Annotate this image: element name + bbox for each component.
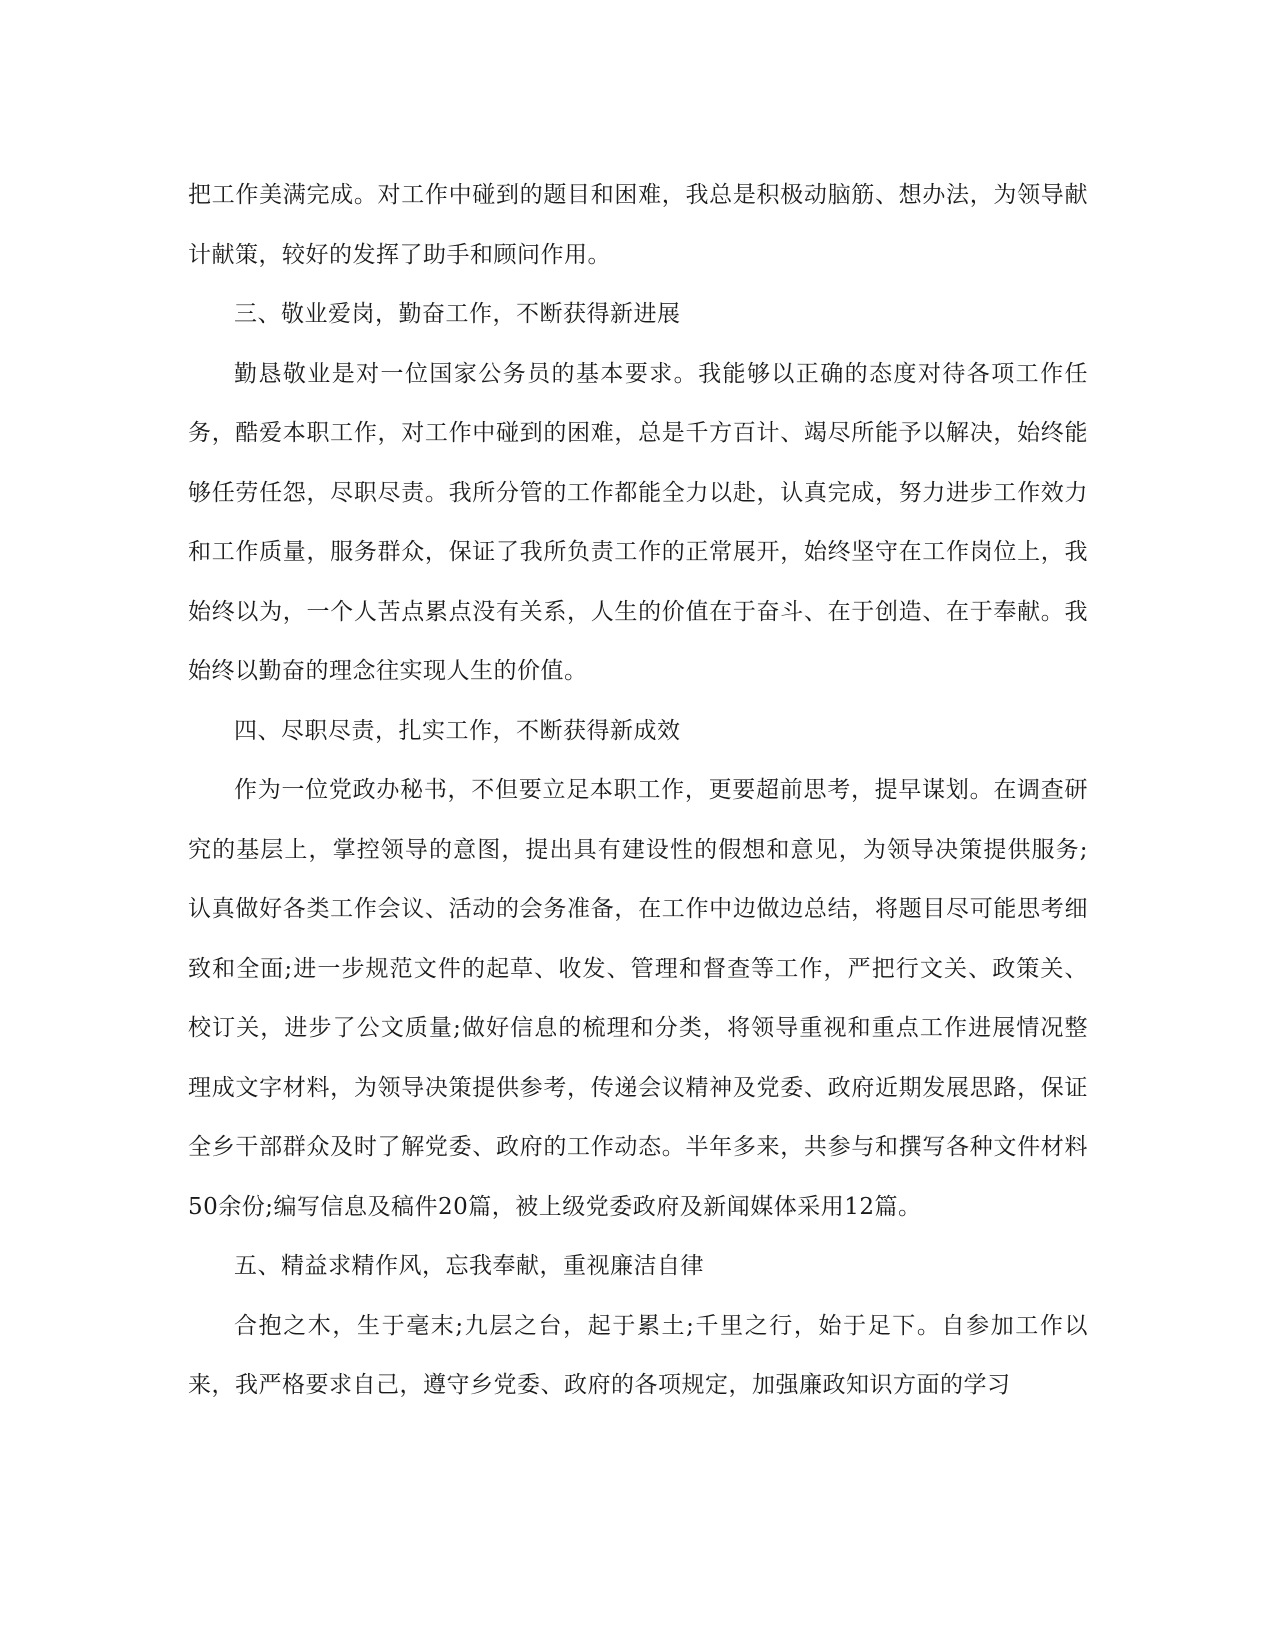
paragraph-section-3: 勤恳敬业是对一位国家公务员的基本要求。我能够以正确的态度对待各项工作任务，酷爱本职工作，对工作中碰到的困难，总是千方百计、竭尽所能予以解决，始终能够任劳任怨，尽职尽责。我所分管的工作都能全力以赴，认真完成，努力进步工作效力和工作质量，服务群众，保证了我所负责工作的正常展开，始终坚守在工作岗位上，我始终以为，一个人苦点累点没有关系，人生的价值在于奋斗、在于创造、在于奉献。我始终以勤奋的理念往实现人生的价值。 <box>188 360 1088 684</box>
section-heading-3: 三、敬业爱岗，勤奋工作，不断获得新进展 <box>234 301 681 327</box>
section-heading-5: 五、精益求精作风，忘我奉献，重视廉洁自律 <box>234 1253 704 1279</box>
document-body <box>188 166 1088 1416</box>
paragraph-section-4: 作为一位党政办秘书，不但要立足本职工作，更要超前思考，提早谋划。在调查研究的基层上，掌控领导的意图，提出具有建设性的假想和意见，为领导决策提供服务;认真做好各类工作会议、活动的会务准备，在工作中边做边总结，将题目尽可能思考细致和全面;进一步规范文件的起草、收发、管理和督查等工作，严把行文关、政策关、校订关，进步了公文质量;做好信息的梳理和分类，将领导重视和重点工作进展情况整理成文字材料，为领导决策提供参考，传递会议精神及党委、政府近期发展思路，保证全乡干部群众及时了解党委、政府的工作动态。半年多来，共参与和撰写各种文件材料50余份;编写信息及稿件20篇，被上级党委政府及新闻媒体采用12篇。 <box>188 777 1088 1220</box>
paragraph-section-5: 合抱之木，生于毫末;九层之台，起于累土;千里之行，始于足下。自参加工作以来，我严格要求自己，遵守乡党委、政府的各项规定，加强廉政知识方面的学习 <box>188 1312 1088 1398</box>
paragraph-continuation: 把工作美满完成。对工作中碰到的题目和困难，我总是积极动脑筋、想办法，为领导献计献策，较好的发挥了助手和顾问作用。 <box>188 182 1088 268</box>
section-heading-4: 四、尽职尽责，扎实工作，不断获得新成效 <box>234 717 681 744</box>
